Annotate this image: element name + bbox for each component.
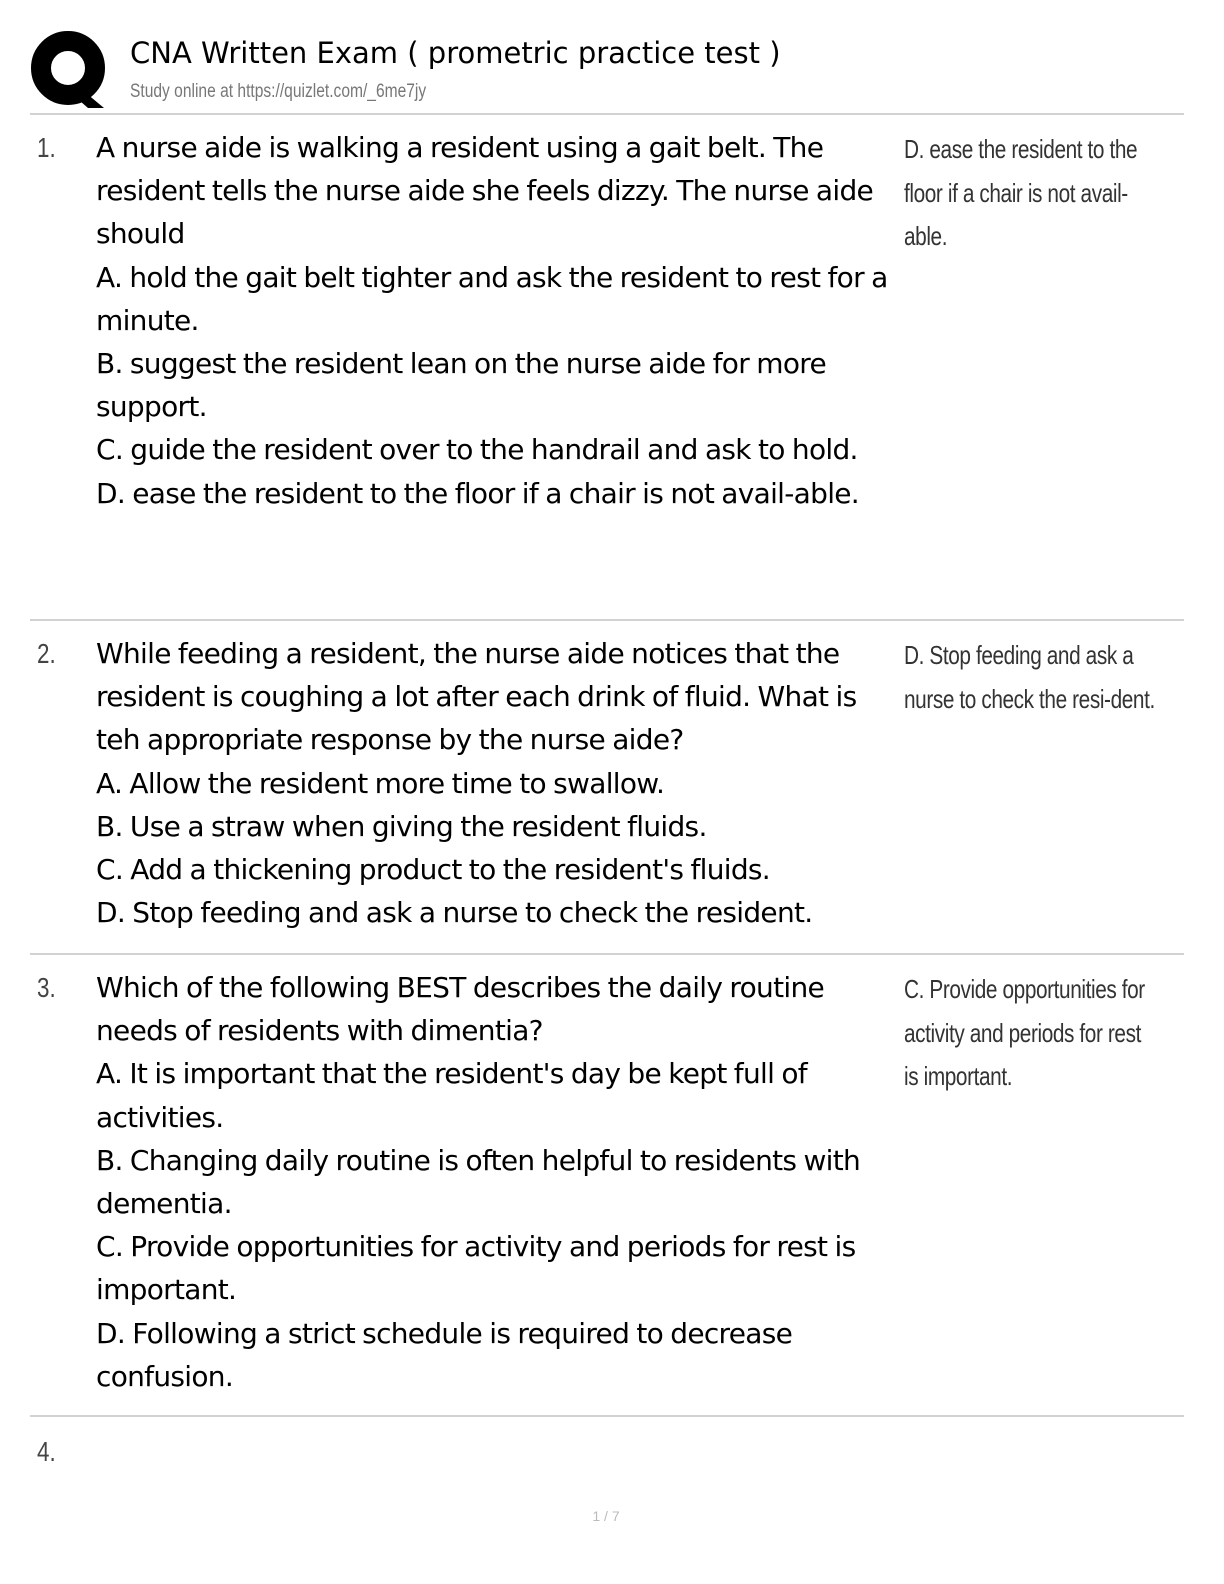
card-definition [904, 968, 1222, 1099]
card-term [96, 126, 896, 515]
answer-option-b: B. suggest the resident lean on the nurse aide for more support. [96, 347, 826, 424]
card-divider [30, 953, 1184, 955]
card-term [96, 966, 896, 1398]
definition-text: C. Provide opportunities for activity and periods for rest is important. [904, 974, 1145, 1091]
answer-option-b: B. Use a straw when giving the resident fluids. [96, 809, 707, 843]
study-online-link[interactable]: Study online at https://quizlet.com/_6me7jy [130, 81, 427, 102]
page-number: 1 / 7 [592, 1508, 620, 1524]
card-divider [30, 619, 1184, 621]
definition-text: D. Stop feeding and ask a nurse to check the resi-dent. [904, 640, 1155, 714]
question-text: While feeding a resident, the nurse aide notices that the resident is coughing a lot after each drink of fluid. What is teh appropriate response by the nurse aide? [96, 637, 857, 757]
answer-option-d: D. Stop feeding and ask a nurse to check the resident. [96, 896, 813, 930]
card-term [96, 632, 896, 934]
answer-option-c: C. guide the resident over to the handrail and ask to hold. [96, 433, 858, 467]
quizlet-logo-icon [30, 30, 110, 110]
document-title: CNA Written Exam ( prometric practice test ) [130, 36, 781, 70]
card-number: 4. [37, 1436, 56, 1467]
answer-option-d: D. ease the resident to the floor if a chair is not avail-able. [96, 476, 859, 510]
card-number: 3. [37, 972, 56, 1003]
card-divider [30, 1415, 1184, 1417]
card-number: 2. [37, 638, 56, 669]
card-number: 1. [37, 132, 56, 163]
answer-option-c: C. Provide opportunities for activity and periods for rest is important. [96, 1230, 856, 1307]
card-definition [904, 128, 1222, 259]
answer-option-c: C. Add a thickening product to the resident's fluids. [96, 853, 770, 887]
answer-option-a: A. hold the gait belt tighter and ask the resident to rest for a minute. [96, 260, 888, 337]
header-divider [30, 113, 1184, 115]
question-text: A nurse aide is walking a resident using a gait belt. The resident tells the nurse aide she feels dizzy. The nurse aide should [96, 131, 874, 251]
answer-option-a: A. Allow the resident more time to swallow. [96, 766, 665, 800]
definition-text: D. ease the resident to the floor if a chair is not avail-able. [904, 134, 1138, 251]
answer-option-b: B. Changing daily routine is often helpful to residents with dementia. [96, 1143, 861, 1221]
answer-option-d: D. Following a strict schedule is required to decrease confusion. [96, 1316, 793, 1393]
question-text: Which of the following BEST describes the daily routine needs of residents with dimentia? [96, 971, 825, 1048]
card-definition [904, 634, 1222, 721]
answer-option-a: A. It is important that the resident's day be kept full of activities. [96, 1057, 807, 1134]
